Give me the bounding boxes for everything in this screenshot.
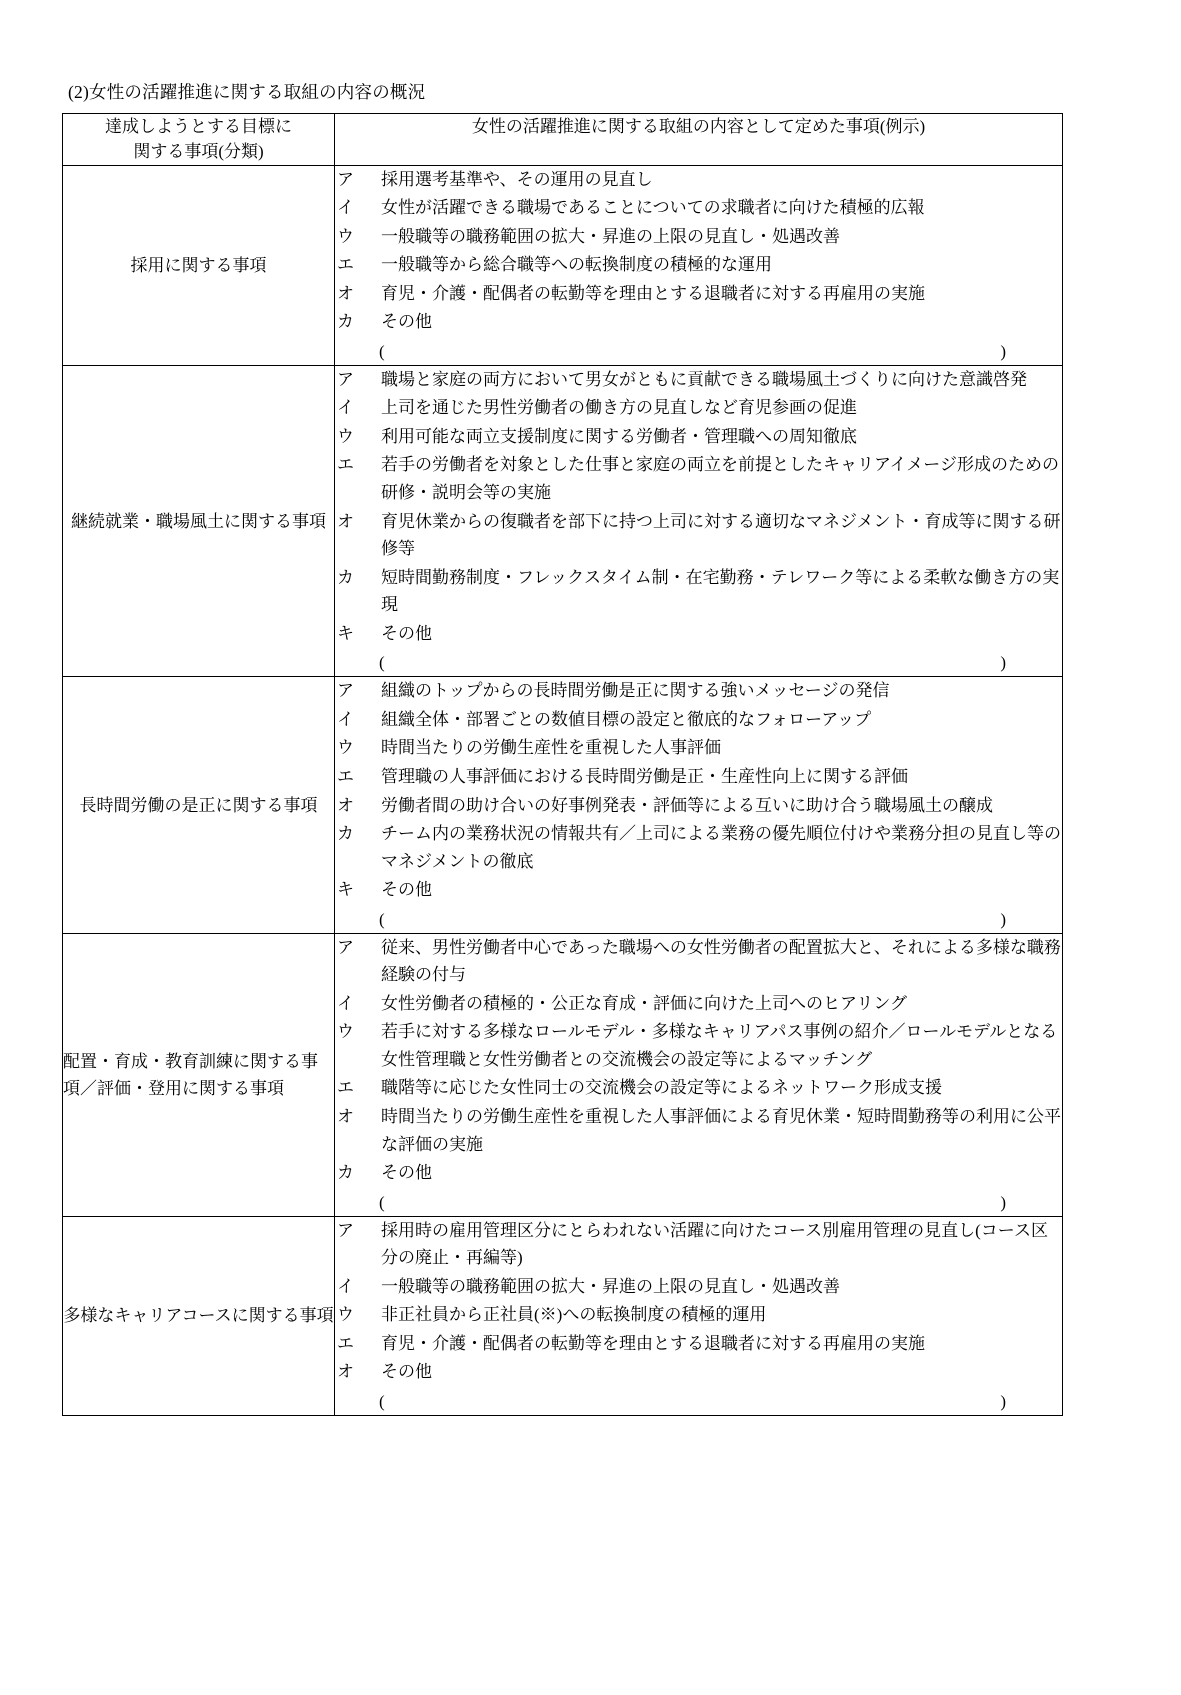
item-marker: イ	[337, 709, 354, 729]
paren-open: (	[379, 653, 385, 673]
list-item	[335, 451, 1062, 506]
list-item	[335, 508, 1062, 563]
page-title: (2)女性の活躍推進に関する取組の内容の概況	[68, 82, 426, 102]
list-item	[335, 1217, 1062, 1272]
measure-list	[335, 366, 1062, 647]
list-item	[335, 223, 1062, 251]
paren-close: )	[1000, 341, 1006, 361]
paren-open: (	[379, 909, 385, 929]
item-text: その他	[381, 1362, 432, 1382]
item-marker: ウ	[337, 1022, 354, 1042]
item-marker: ウ	[337, 1305, 354, 1325]
list-item	[335, 763, 1062, 791]
item-text: 一般職等から総合職等への転換制度の積極的な運用	[381, 255, 772, 275]
category-cell	[63, 365, 335, 677]
measures-cell	[335, 933, 1063, 1216]
item-marker: イ	[337, 993, 354, 1013]
list-item	[335, 251, 1062, 279]
paren-open: (	[379, 1391, 385, 1411]
item-marker: ア	[337, 937, 354, 957]
item-text: 管理職の人事評価における長時間労働是正・生産性向上に関する評価	[381, 766, 908, 786]
item-text: 従来、男性労働者中心であった職場への女性労働者の配置拡大と、それによる多様な職務経験の付与	[381, 937, 1061, 985]
item-marker: ウ	[337, 226, 354, 246]
item-text: 採用選考基準や、その運用の見直し	[381, 169, 653, 189]
list-item	[335, 423, 1062, 451]
list-item	[335, 166, 1062, 194]
item-text: その他	[381, 623, 432, 643]
category-cell	[63, 933, 335, 1216]
header-body-cell: 女性の活躍推進に関する取組の内容として定めた事項(例示)	[335, 113, 1063, 165]
list-item	[335, 280, 1062, 308]
table-header-row	[63, 113, 1063, 165]
item-marker: カ	[337, 567, 354, 587]
other-freetext-field[interactable]	[335, 906, 1062, 933]
list-item	[335, 820, 1062, 875]
list-item	[335, 677, 1062, 705]
item-marker: オ	[337, 511, 354, 531]
item-text: 一般職等の職務範囲の拡大・昇進の上限の見直し・処遇改善	[381, 226, 840, 246]
list-item	[335, 1159, 1062, 1187]
item-text: 利用可能な両立支援制度に関する労働者・管理職への周知徹底	[381, 426, 857, 446]
measures-cell	[335, 365, 1063, 677]
item-marker: エ	[337, 255, 354, 275]
item-marker: エ	[337, 455, 354, 475]
other-freetext-field[interactable]	[335, 338, 1062, 365]
item-text: 上司を通じた男性労働者の働き方の見直しなど育児参画の促進	[381, 398, 857, 418]
paren-indent	[335, 649, 379, 676]
item-text: 短時間勤務制度・フレックスタイム制・在宅勤務・テレワーク等による柔軟な働き方の実現	[381, 567, 1060, 615]
paren-indent	[335, 338, 379, 365]
table-row	[63, 933, 1063, 1216]
list-item	[335, 620, 1062, 648]
item-marker: オ	[337, 1362, 354, 1382]
list-item	[335, 564, 1062, 619]
list-item	[335, 1074, 1062, 1102]
measure-list	[335, 934, 1062, 1187]
paren-close: )	[1000, 653, 1006, 673]
item-text: 採用時の雇用管理区分にとらわれない活躍に向けたコース別雇用管理の見直し(コース区分の廃止・再編等)	[381, 1220, 1048, 1268]
paren-close: )	[1000, 909, 1006, 929]
item-marker: ア	[337, 681, 354, 701]
paren-blank[interactable]	[385, 1388, 1001, 1415]
paren-blank[interactable]	[385, 649, 1001, 676]
paren-open: (	[379, 341, 385, 361]
paren-blank[interactable]	[385, 338, 1001, 365]
table-row	[63, 1216, 1063, 1415]
other-freetext-field[interactable]	[335, 649, 1062, 676]
paren-close: )	[1000, 1391, 1006, 1411]
item-text: 一般職等の職務範囲の拡大・昇進の上限の見直し・処遇改善	[381, 1276, 840, 1296]
header-category-line1: 達成しようとする目標に	[105, 116, 292, 136]
item-marker: ア	[337, 169, 354, 189]
item-text: 育児・介護・配偶者の転勤等を理由とする退職者に対する再雇用の実施	[381, 283, 925, 303]
item-marker: キ	[337, 880, 354, 900]
paren-indent	[335, 1388, 379, 1415]
list-item	[335, 1301, 1062, 1329]
list-item	[335, 792, 1062, 820]
item-marker: イ	[337, 198, 354, 218]
paren-close: )	[1000, 1192, 1006, 1212]
item-text: その他	[381, 312, 432, 332]
measures-table	[62, 113, 1063, 1417]
category-label: 配置・育成・教育訓練に関する事項／評価・登用に関する事項	[63, 1051, 318, 1098]
item-text: 労働者間の助け合いの好事例発表・評価等による互いに助け合う職場風土の醸成	[381, 795, 993, 815]
item-marker: カ	[337, 1163, 354, 1183]
table-body	[63, 165, 1063, 1416]
list-item	[335, 934, 1062, 989]
item-marker: エ	[337, 1333, 354, 1353]
item-marker: イ	[337, 1276, 354, 1296]
item-marker: エ	[337, 766, 354, 786]
measures-cell	[335, 677, 1063, 933]
header-category-line2: 関する事項(分類)	[133, 142, 264, 161]
item-marker: オ	[337, 795, 354, 815]
item-marker: ウ	[337, 426, 354, 446]
paren-open: (	[379, 1192, 385, 1212]
item-text: 組織のトップからの長時間労働是正に関する強いメッセージの発信	[381, 681, 890, 701]
list-item	[335, 876, 1062, 904]
other-freetext-field[interactable]	[335, 1388, 1062, 1415]
measure-list	[335, 1217, 1062, 1386]
table-row	[63, 677, 1063, 933]
item-marker: オ	[337, 1107, 354, 1126]
measures-cell	[335, 1216, 1063, 1415]
item-text: 育児・介護・配偶者の転勤等を理由とする退職者に対する再雇用の実施	[381, 1333, 925, 1353]
category-label: 採用に関する事項	[130, 255, 267, 275]
list-item	[335, 194, 1062, 222]
paren-indent	[335, 906, 379, 933]
item-text: 時間当たりの労働生産性を重視した人事評価による育児休業・短時間勤務等の利用に公平な評価の実施	[381, 1107, 1061, 1154]
measure-list	[335, 166, 1062, 336]
category-label: 長時間労働の是正に関する事項	[79, 795, 318, 815]
item-text: 職場と家庭の両方において男女がともに貢献できる職場風土づくりに向けた意識啓発	[381, 369, 1027, 389]
item-text: その他	[381, 880, 432, 900]
item-text: 時間当たりの労働生産性を重視した人事評価	[381, 738, 721, 758]
header-category-cell	[63, 113, 335, 165]
item-marker: カ	[337, 824, 354, 844]
category-cell	[63, 165, 335, 365]
table-row	[63, 165, 1063, 365]
category-cell	[63, 677, 335, 933]
item-text: 女性が活躍できる職場であることについての求職者に向けた積極的広報	[381, 198, 925, 218]
item-marker: キ	[337, 623, 354, 643]
list-item	[335, 1018, 1062, 1073]
category-cell	[63, 1216, 335, 1415]
item-text: 若手の労働者を対象とした仕事と家庭の両立を前提としたキャリアイメージ形成のための研修・説明会等の実施	[381, 455, 1059, 502]
item-marker: イ	[337, 398, 354, 418]
other-freetext-field[interactable]	[335, 1189, 1062, 1216]
list-item	[335, 1330, 1062, 1358]
item-text: 若手に対する多様なロールモデル・多様なキャリアパス事例の紹介／ロールモデルとなる女性管理職と女性労働者との交流機会の設定等によるマッチング	[381, 1022, 1058, 1069]
paren-blank[interactable]	[385, 906, 1001, 933]
category-label: 多様なキャリアコースに関する事項	[63, 1306, 334, 1326]
list-item	[335, 1273, 1062, 1301]
measures-cell	[335, 165, 1063, 365]
list-item	[335, 706, 1062, 734]
list-item	[335, 734, 1062, 762]
category-label: 継続就業・職場風土に関する事項	[71, 511, 326, 531]
paren-blank[interactable]	[385, 1189, 1001, 1216]
item-marker: ア	[337, 1220, 354, 1240]
item-text: 組織全体・部署ごとの数値目標の設定と徹底的なフォローアップ	[381, 709, 872, 729]
item-text: 非正社員から正社員(※)への転換制度の積極的運用	[381, 1305, 767, 1325]
item-text: 女性労働者の積極的・公正な育成・評価に向けた上司へのヒアリング	[381, 993, 907, 1013]
list-item	[335, 1358, 1062, 1386]
item-text: その他	[381, 1163, 432, 1183]
table-row	[63, 365, 1063, 677]
list-item	[335, 1103, 1062, 1158]
list-item	[335, 366, 1062, 394]
item-text: チーム内の業務状況の情報共有／上司による業務の優先順位付けや業務分担の見直し等のマネジメントの徹底	[381, 824, 1061, 871]
item-marker: オ	[337, 283, 354, 303]
list-item	[335, 308, 1062, 336]
item-marker: ウ	[337, 738, 354, 758]
item-text: 職階等に応じた女性同士の交流機会の設定等によるネットワーク形成支援	[381, 1078, 942, 1098]
item-marker: ア	[337, 369, 354, 389]
list-item	[335, 990, 1062, 1018]
item-text: 育児休業からの復職者を部下に持つ上司に対する適切なマネジメント・育成等に関する研修等	[381, 511, 1061, 559]
measure-list	[335, 677, 1062, 903]
item-marker: カ	[337, 312, 354, 332]
paren-indent	[335, 1189, 379, 1216]
list-item	[335, 394, 1062, 422]
item-marker: エ	[337, 1078, 354, 1098]
